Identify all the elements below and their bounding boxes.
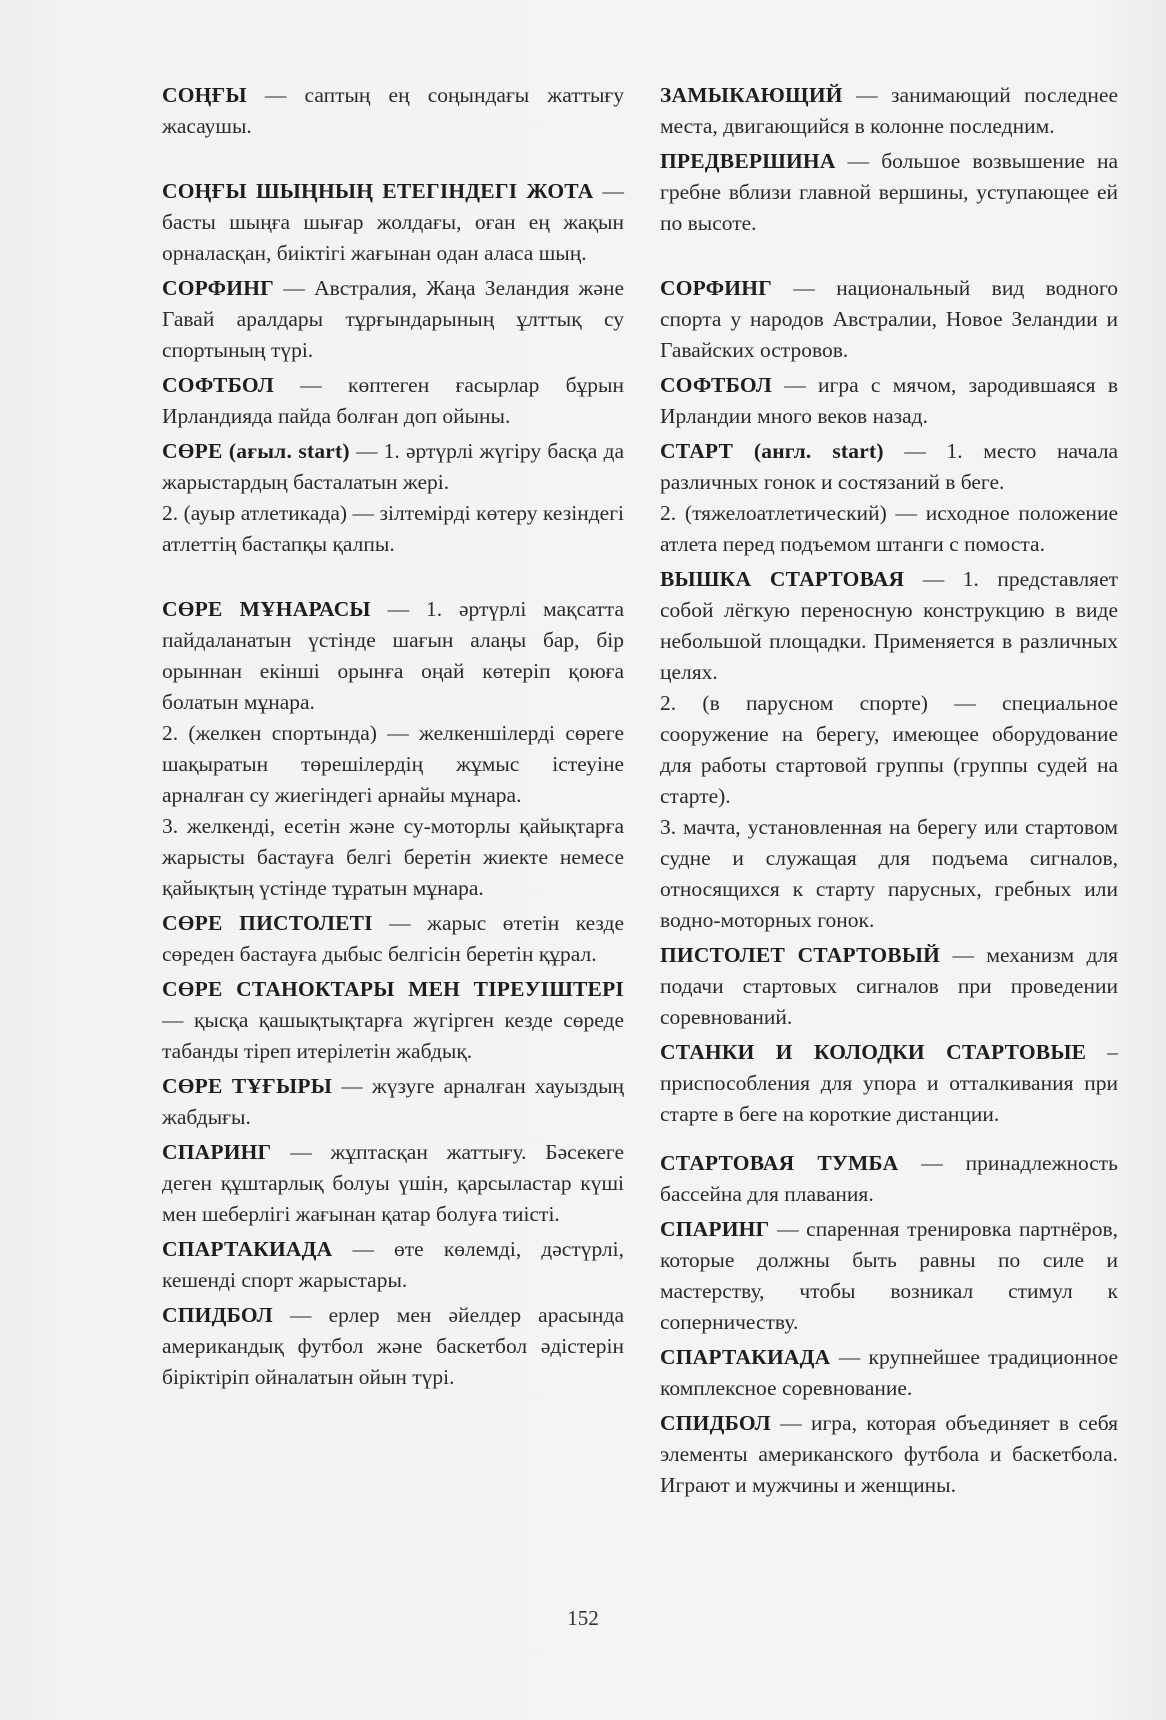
entry-term: СОРФИНГ [660, 276, 773, 300]
entry-term: СПАРТАКИАДА [162, 1237, 333, 1261]
entry-term: СОФТБОЛ [660, 373, 772, 397]
entry-term: СОҢҒЫ [162, 83, 247, 107]
entry-term: СӨРЕ ПИСТОЛЕТІ [162, 911, 373, 935]
entry-definition: — өте көлемді, дәстүрлі, кешенді спорт жарыстары. [162, 1237, 625, 1292]
entry-ru-start-platform [660, 1148, 1118, 1210]
entry-definition: — көптеген ғасырлар бұрын Ирландияда пайда болған доп ойыны. [162, 373, 625, 428]
kazakh-column [162, 80, 624, 1397]
russian-column [660, 80, 1118, 1505]
entry-term: СПАРТАКИАДА [660, 1345, 831, 1369]
entry-term: СПИДБОЛ [162, 1303, 273, 1327]
entry-ru-closing [660, 80, 1118, 142]
entry-kz-start-blocks [162, 974, 624, 1067]
entry-definition: — игра с мячом, зародившаяся в Ирландии много веков назад. [660, 373, 1118, 428]
entry-definition: — саптың ең соңындағы жаттығу жасаушы. [162, 83, 624, 138]
entry-definition: — крупнейшее традиционное комплексное соревнование. [660, 1345, 1118, 1400]
entry-sense-3: 3. мачта, установленная на берегу или стартовом судне и служащая для подъема сигналов, относящихся к старту парусных, гребных или водно-моторных гонок. [660, 815, 1118, 932]
entry-term: СОҢҒЫ ШЫҢНЫҢ ЕТЕГІНДЕГІ ЖОТА [162, 179, 594, 203]
entry-term: СПИДБОЛ [660, 1411, 771, 1435]
entry-term: СӨРЕ (ағыл. start) [162, 439, 350, 463]
entry-sense-2: 2. (в парусном спорте) — специальное сооружение на берегу, имеющее оборудование для работы стартовой группы (группы судей на старте). [660, 691, 1118, 808]
entry-definition: — спаренная тренировка партнёров, которые должны быть равны по силе и мастерству, чтобы возникал стимул к соперничеству. [660, 1217, 1119, 1334]
entry-ru-start-tower [660, 564, 1118, 936]
entry-sense-2: 2. (желкен спортында) — желкеншілерді сөреге шақыратын төрешілердің жұмыс істеуіне арналған су жиегіндегі арнайы мұнара. [162, 721, 624, 807]
entry-definition: — 1. әртүрлі мақсатта пайдаланатын үстінде шағын алаңы бар, бір орыннан екінші орынға оңай көтеріп қоюға болатын мұнара. [162, 597, 625, 714]
entry-definition: — механизм для подачи стартовых сигналов при проведении соревнований. [660, 943, 1118, 1029]
entry-kz-start-platform [162, 1071, 624, 1133]
entry-term: ПРЕДВЕРШИНА [660, 149, 836, 173]
entry-ru-start [660, 436, 1118, 560]
entry-definition: — қысқа қашықтықтарға жүгірген кезде сөреде табанды тіреп итерілетін жабдық. [162, 1008, 624, 1063]
entry-definition: — 1. место начала различных гонок и состязаний в беге. [660, 439, 1119, 494]
entry-kz-ridge [162, 176, 624, 269]
entry-kz-sparring [162, 1137, 624, 1230]
entry-definition: — жүзуге арналған хауыздың жабдығы. [162, 1074, 625, 1129]
entry-ru-start-pistol [660, 940, 1118, 1033]
entry-kz-songhy [162, 80, 624, 142]
entry-term: СТАРТОВАЯ ТУМБА [660, 1151, 899, 1175]
entry-definition: — 1. представляет собой лёгкую переносную конструкцию в виде небольшой площадки. Применяется в различных целях. [660, 567, 1119, 684]
entry-term: СПАРИНГ [162, 1140, 272, 1164]
entry-ru-speedball [660, 1408, 1118, 1501]
entry-sense-2: 2. (тяжелоатлетический) — исходное положение атлета перед подъемом штанги с помоста. [660, 501, 1118, 556]
entry-definition: — 1. әртүрлі жүгіру басқа да жарыстардың басталатын жері. [162, 439, 625, 494]
entry-term: ЗАМЫКАЮЩИЙ [660, 83, 843, 107]
entry-definition: — занимающий последнее места, двигающийся в колонне последним. [660, 83, 1119, 138]
entry-ru-softball [660, 370, 1118, 432]
entry-term: СТАРТ (англ. start) [660, 439, 884, 463]
entry-ru-start-blocks [660, 1037, 1118, 1130]
entry-definition: — басты шыңға шығар жолдағы, оған ең жақын орналасқан, биіктігі жағынан одан аласа шың. [162, 179, 624, 265]
entry-definition: – приспособления для упора и отталкивания при старте в беге на короткие дистанции. [660, 1040, 1118, 1126]
entry-term: ВЫШКА СТАРТОВАЯ [660, 567, 905, 591]
entry-definition: — большое возвышение на гребне вблизи главной вершины, уступающее ей по высоте. [660, 149, 1118, 235]
entry-definition: — игра, которая объединяет в себя элементы американского футбола и баскетбола. Играют и мужчины и женщины. [660, 1411, 1118, 1497]
entry-kz-speedball [162, 1300, 624, 1393]
entry-term: СӨРЕ ТҰҒЫРЫ [162, 1074, 333, 1098]
entry-term: СӨРЕ СТАНОКТАРЫ МЕН ТІРЕУІШТЕРІ [162, 977, 624, 1001]
entry-ru-sparring [660, 1214, 1118, 1338]
entry-term: СПАРИНГ [660, 1217, 770, 1241]
entry-kz-start-pistol [162, 908, 624, 970]
entry-definition: — ерлер мен әйелдер арасында американдық футбол және баскетбол әдістерін біріктіріп ойналатын ойын түрі. [162, 1303, 624, 1389]
entry-kz-start-tower [162, 594, 624, 904]
entry-term: СОФТБОЛ [162, 373, 274, 397]
entry-definition: — национальный вид водного спорта у народов Австралии, Новое Зеландии и Гавайских островов. [660, 276, 1119, 362]
entry-ru-spartakiad [660, 1342, 1118, 1404]
entry-kz-spartakiad [162, 1234, 624, 1296]
entry-definition: — принадлежность бассейна для плавания. [660, 1151, 1118, 1206]
entry-definition: — жұптасқан жаттығу. Бәсекеге деген құштарлық болуы үшін, қарсыластар күші мен шеберлігі жағынан қатар болуға тиісті. [162, 1140, 625, 1226]
entry-definition: — жарыс өтетін кезде сөреден бастауға дыбыс белгісін беретін құрал. [162, 911, 624, 966]
entry-term: СТАНКИ И КОЛОДКИ СТАРТОВЫЕ [660, 1040, 1087, 1064]
entry-term: СӨРЕ МҰНАРАСЫ [162, 597, 371, 621]
entry-ru-surfing [660, 273, 1118, 366]
entry-ru-presummit [660, 146, 1118, 239]
entry-definition: — Австралия, Жаңа Зеландия және Гавай аралдары тұрғындарының ұлттық су спортының түрі. [162, 276, 624, 362]
entry-term: СОРФИНГ [162, 276, 275, 300]
entry-sense-2: 2. (ауыр атлетикада) — зілтемірді көтеру кезіндегі атлеттің бастапқы қалпы. [162, 501, 624, 556]
entry-kz-softball [162, 370, 624, 432]
entry-sense-3: 3. желкенді, есетін және су-моторлы қайықтарға жарысты бастауға белгі беретін жиекте немесе қайықтың үстінде тұратын мұнара. [162, 814, 624, 900]
entry-term: ПИСТОЛЕТ СТАРТОВЫЙ [660, 943, 941, 967]
entry-kz-surfing [162, 273, 624, 366]
entry-kz-start [162, 436, 624, 560]
page-number: 152 [567, 1606, 599, 1630]
